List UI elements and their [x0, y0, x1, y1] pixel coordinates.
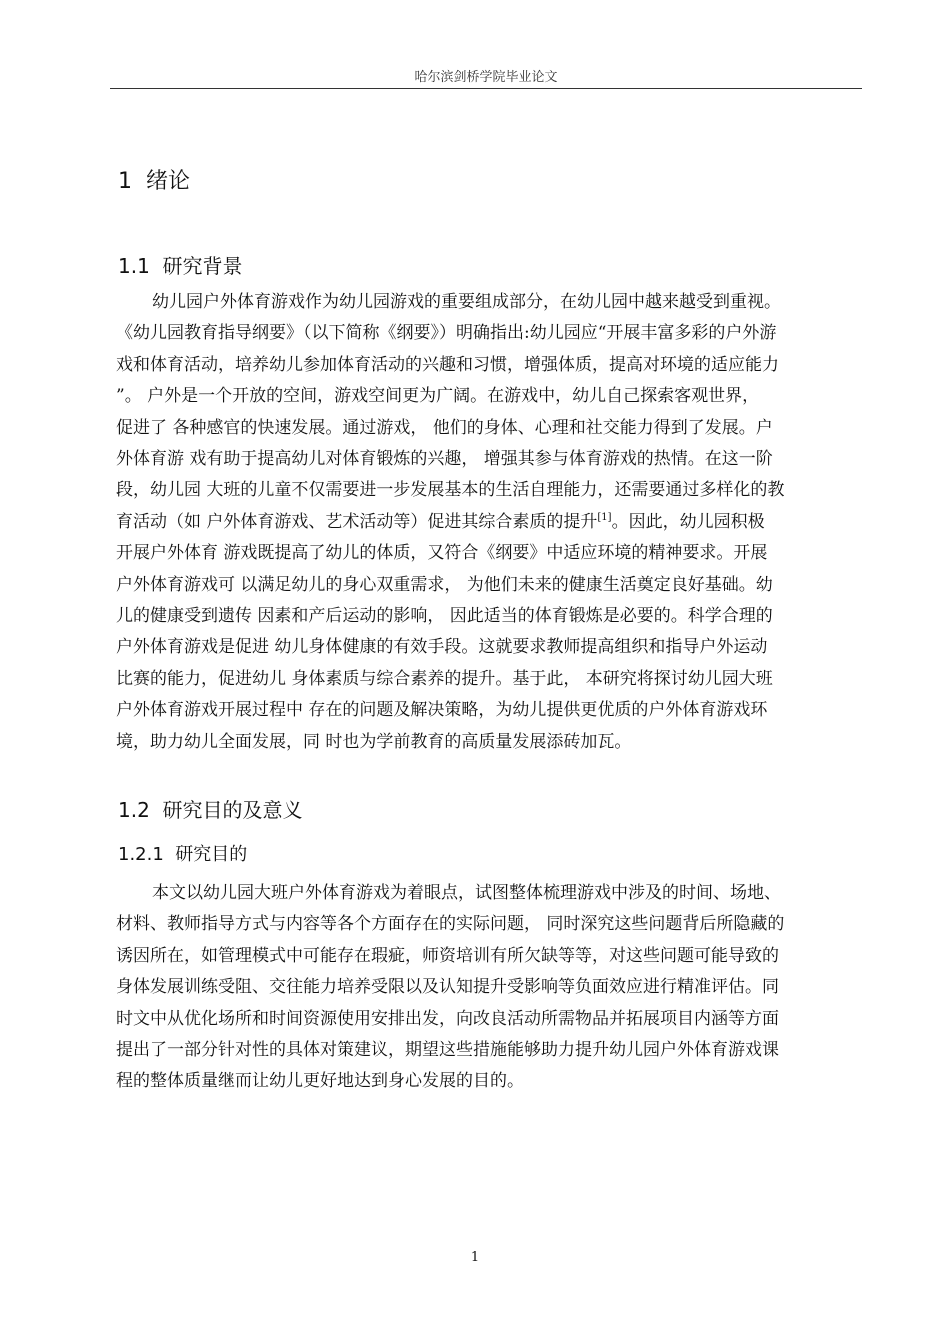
- paragraph-background: [116, 287, 868, 758]
- text-line-with-citation: [116, 507, 868, 538]
- text-line: 提出了一部分针对性的具体对策建议，期望这些措施能够助力提升幼儿园户外体育游戏课: [116, 1040, 779, 1061]
- subsection-number: 1.2.1: [118, 844, 164, 865]
- header-divider: [110, 88, 862, 89]
- text-line: 开展户外体育 游戏既提高了幼儿的体质，又符合《纲要》中适应环境的精神要求。开展: [116, 543, 768, 564]
- text-line: 时文中从优化场所和时间资源使用安排出发，向改良活动所需物品并拓展项目内涵等方面: [116, 1008, 779, 1029]
- text-line: 戏和体育活动，培养幼儿参加体育活动的兴趣和习惯，增强体质，提高对环境的适应能力: [116, 354, 779, 375]
- text-line: 境，助力幼儿全面发展，同 时也为学前教育的高质量发展添砖加瓦。: [116, 731, 632, 752]
- text-line: 户外体育游戏是促进 幼儿身体健康的有效手段。这就要求教师提高组织和指导户外运动: [116, 637, 768, 658]
- text-line: 幼儿园户外体育游戏作为幼儿园游戏的重要组成部分，在幼儿园中越来越受到重视。: [152, 292, 781, 312]
- text-line: 段，幼儿园 大班的儿童不仅需要进一步发展基本的生活自理能力，还需要通过多样化的教: [116, 480, 785, 501]
- section-number: 1.2: [118, 798, 150, 822]
- text-line: 促进了 各种感官的快速发展。通过游戏， 他们的身体、心理和社交能力得到了发展。户: [116, 417, 773, 438]
- text-line: 户外体育游戏开展过程中 存在的问题及解决策略，为幼儿提供更优质的户外体育游戏环: [116, 700, 768, 721]
- text-segment: 。因此，幼儿园积极: [611, 511, 765, 532]
- section-number: 1.1: [118, 254, 150, 278]
- text-line: 儿的健康受到遗传 因素和产后运动的影响， 因此适当的体育锻炼是必要的。科学合理的: [116, 606, 773, 627]
- text-line: 诱因所在，如管理模式中可能存在瑕疵，师资培训有所欠缺等等，对这些问题可能导致的: [116, 945, 779, 966]
- chapter-title: 绪论: [146, 169, 191, 194]
- text-line: 本文以幼儿园大班户外体育游戏为着眼点，试图整体梳理游戏中涉及的时间、场地、: [152, 883, 781, 903]
- text-line: 比赛的能力，促进幼儿 身体素质与综合素养的提升。基于此， 本研究将探讨幼儿园大班: [116, 668, 773, 689]
- chapter-number: 1: [118, 169, 132, 194]
- text-segment: 育活动（如 户外体育游戏、艺术活动等）促进其综合素质的提升: [116, 511, 598, 532]
- chapter-heading: [118, 164, 190, 195]
- text-line: 户外体育游戏可 以满足幼儿的身心双重需求， 为他们未来的健康生活奠定良好基础。幼: [116, 574, 773, 595]
- citation-marker: [1]: [597, 511, 612, 523]
- subsection-title: 研究目的: [175, 844, 248, 865]
- paragraph-purpose: [116, 878, 868, 1098]
- subsection-heading-1-2-1: [118, 840, 247, 866]
- text-line: 程的整体质量继而让幼儿更好地达到身心发展的目的。: [116, 1071, 524, 1092]
- section-title: 研究目的及意义: [162, 798, 303, 822]
- section-heading-1-1: [118, 250, 243, 279]
- section-heading-1-2: [118, 794, 303, 823]
- text-line: 身体发展训练受阻、交往能力培养受限以及认知提升受影响等负面效应进行精准评估。同: [116, 977, 779, 998]
- text-line: ”。 户外是一个开放的空间，游戏空间更为广阔。在游戏中，幼儿自己探索客观世界，: [116, 386, 760, 407]
- text-line: 《幼儿园教育指导纲要》（以下简称《纲要》）明确指出:幼儿园应“开展丰富多彩的户外游: [116, 323, 777, 344]
- text-line: 外体育游 戏有助于提高幼儿对体育锻炼的兴趣， 增强其参与体育游戏的热情。在这一阶: [116, 449, 773, 470]
- running-header: 哈尔滨剑桥学院毕业论文: [414, 70, 558, 85]
- section-title: 研究背景: [162, 254, 243, 278]
- page-number: 1: [470, 1250, 480, 1265]
- text-line: 材料、教师指导方式与内容等各个方面存在的实际问题， 同时深究这些问题背后所隐藏的: [116, 914, 785, 935]
